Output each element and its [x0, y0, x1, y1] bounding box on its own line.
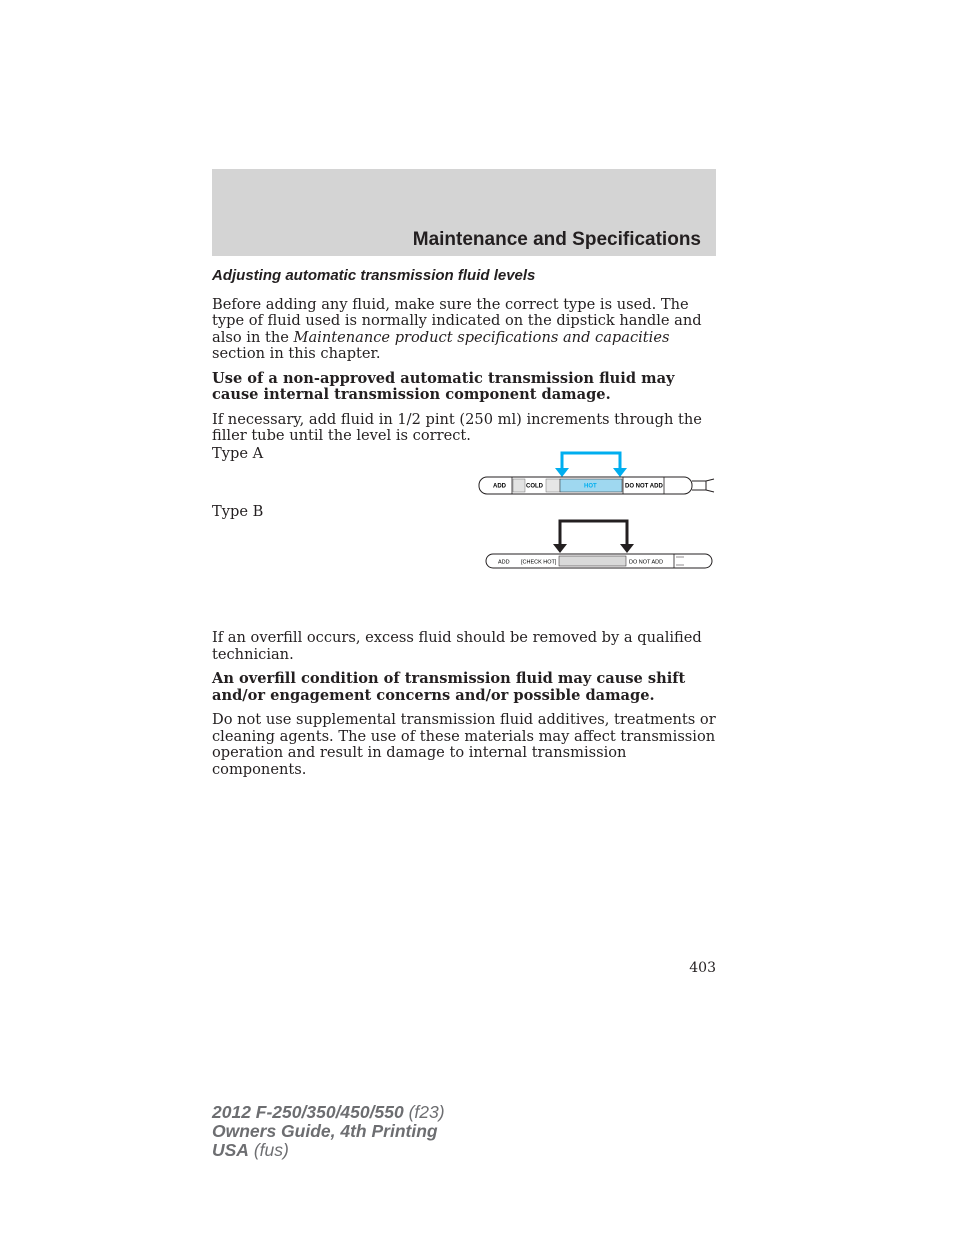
mark-add-b: ADD [498, 559, 510, 566]
paragraph-additives: Do not use supplemental transmission fluid additives, treatments or cleaning agents. The use of these materials may affect transmission operation and result in damage to internal transmission components. [212, 711, 716, 778]
warning-non-approved-fluid: Use of a non-approved automatic transmission fluid may cause internal transmission component damage. [212, 369, 675, 403]
warning-overfill: An overfill condition of transmission fluid may cause shift and/or engagement concerns and/or possible damage. [212, 670, 686, 704]
arrowhead-b-left [553, 544, 567, 553]
level-arrow-a [562, 453, 620, 474]
cold-zone [546, 479, 560, 492]
mark-check-hot: [CHECK HOT] [521, 559, 557, 566]
mark-do-not-add-b: DO NOT ADD [629, 559, 664, 566]
arrowhead-b-right [620, 544, 634, 553]
lower-content [212, 630, 716, 786]
section-subheading: Adjusting automatic transmission fluid levels [212, 267, 536, 284]
header-band [212, 169, 716, 256]
level-arrow-b [560, 521, 627, 550]
footer [212, 1103, 445, 1160]
footer-model-line: 2012 F-250/350/450/550 (f23) [212, 1102, 445, 1122]
footer-region-line: USA (fus) [212, 1140, 289, 1160]
paragraph-fluid-type: Before adding any fluid, make sure the correct type is used. The type of fluid used is normally indicated on the dipstick handle and also in the Maintenance product specifications and capacities section in this chapter. [212, 295, 702, 362]
mark-cold: COLD [526, 483, 543, 490]
dipstick-type-b-diagram [470, 515, 716, 575]
mark-add-a: ADD [493, 483, 506, 490]
mark-do-not-add-a: DO NOT ADD [625, 483, 663, 490]
check-hot-zone [559, 556, 626, 566]
mark-hot: HOT [584, 483, 597, 490]
dipstick-a-handle [692, 479, 714, 492]
footer-guide-line: Owners Guide, 4th Printing [212, 1121, 438, 1141]
arrowhead-a-left [555, 468, 569, 477]
paragraph-add-fluid: If necessary, add fluid in 1/2 pint (250 ml) increments through the filler tube until the level is correct. [212, 410, 702, 444]
type-a-label: Type A [212, 445, 264, 462]
dipstick-type-a-diagram [470, 448, 716, 498]
page-number: 403 [689, 960, 716, 976]
spec-reference: Maintenance product specifications and capacities [293, 328, 670, 346]
type-b-label: Type B [212, 503, 264, 520]
paragraph-overfill: If an overfill occurs, excess fluid should be removed by a qualified technician. [212, 629, 702, 663]
page-title: Maintenance and Specifications [412, 229, 701, 250]
cold-hatch [513, 479, 525, 492]
arrowhead-a-right [613, 468, 627, 477]
main-content [212, 266, 716, 453]
